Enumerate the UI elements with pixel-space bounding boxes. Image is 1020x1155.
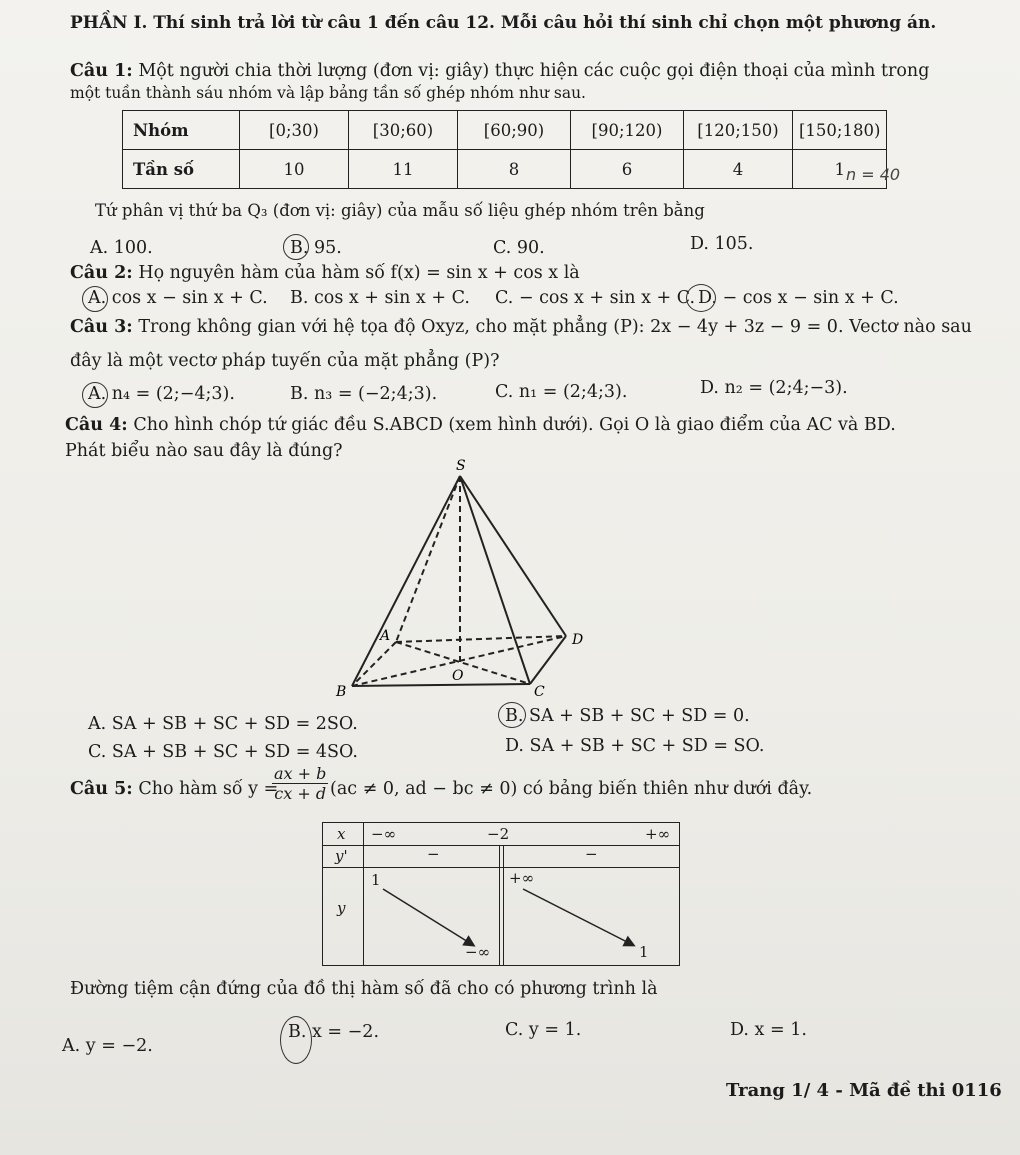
q1-line1: Câu 1: Một người chia thời lượng (đơn vị: giây) thực hiện các cuộc gọi điện thoại của mình trong xyxy=(70,61,930,81)
edge-ab xyxy=(352,642,396,686)
q2-option-a[interactable]: A. cos x − sin x + C. xyxy=(88,288,268,308)
vt-pos-inf: +∞ xyxy=(645,825,671,843)
label-o: O xyxy=(452,668,464,684)
vt-y-label: y xyxy=(337,899,346,917)
q2-option-b[interactable]: B. cos x + sin x + C. xyxy=(290,288,470,308)
q1-option-c[interactable]: C. 90. xyxy=(493,238,545,258)
q4-line1: Câu 4: Cho hình chóp tứ giác đều S.ABCD (xem hình dưới). Gọi O là giao điểm của AC và BD. xyxy=(65,415,896,435)
table-cell: 11 xyxy=(349,150,458,189)
answer-circle-mark xyxy=(283,234,309,260)
q5-fraction xyxy=(272,764,328,803)
q3-option-d[interactable]: D. n₂ = (2;4;−3). xyxy=(700,378,848,398)
answer-circle-mark xyxy=(498,702,526,728)
edge-sd xyxy=(460,476,566,636)
page-footer: Trang 1/ 4 - Mã đề thi 0116 xyxy=(726,1080,1002,1101)
q3-line1: Câu 3: Trong không gian với hệ tọa độ Oxyz, cho mặt phẳng (P): 2x − 4y + 3z − 9 = 0. Vectơ nào sau xyxy=(70,317,972,337)
q4-option-a[interactable]: A. SA + SB + SC + SD = 2SO. xyxy=(88,714,358,734)
vt-sign-minus: − xyxy=(427,845,440,863)
q1-option-d[interactable]: D. 105. xyxy=(690,234,754,254)
fraction-numerator: ax + b xyxy=(274,764,327,783)
vt-y-plus-inf: +∞ xyxy=(509,869,535,887)
q3-option-a[interactable]: A. n₄ = (2;−4;3). xyxy=(88,384,235,404)
q4-option-d[interactable]: D. SA + SB + SC + SD = SO. xyxy=(505,736,765,756)
q4-line2: Phát biểu nào sau đây là đúng? xyxy=(65,441,343,461)
q5-line-cont: (ac ≠ 0, ad − bc ≠ 0) có bảng biến thiên như dưới đây. xyxy=(330,779,813,799)
q1-question: Tứ phân vị thứ ba Q₃ (đơn vị: giây) của mẫu số liệu ghép nhóm trên bằng xyxy=(95,201,705,220)
table-cell: [30;60) xyxy=(349,111,458,150)
table-cell: [150;180) xyxy=(793,111,887,150)
label-a: A xyxy=(380,628,391,644)
answer-circle-mark xyxy=(82,286,108,312)
vt-sign-minus: − xyxy=(585,845,598,863)
vt-x-label: x xyxy=(337,825,346,843)
q1-line2: một tuần thành sáu nhóm và lập bảng tần số ghép nhóm như sau. xyxy=(70,84,586,102)
label-b: B xyxy=(336,684,347,698)
answer-circle-mark xyxy=(280,1016,312,1064)
frequency-table xyxy=(122,110,887,189)
q5-option-d[interactable]: D. x = 1. xyxy=(730,1020,807,1040)
q4-option-b[interactable]: B. SA + SB + SC + SD = 0. xyxy=(505,706,750,726)
table-cell: [0;30) xyxy=(240,111,349,150)
table-cell: [120;150) xyxy=(684,111,793,150)
q2-option-c[interactable]: C. − cos x + sin x + C. xyxy=(495,288,696,308)
pyramid-figure xyxy=(330,458,610,698)
table-cell: [60;90) xyxy=(458,111,571,150)
edge-sb xyxy=(352,476,460,686)
q3-option-b[interactable]: B. n₃ = (−2;4;3). xyxy=(290,384,438,404)
table-cell: 1 xyxy=(793,150,887,189)
table-cell: 6 xyxy=(571,150,684,189)
label-c: C xyxy=(534,684,545,698)
table-header-group: Nhóm xyxy=(123,111,240,150)
answer-circle-mark xyxy=(686,284,716,312)
vt-minus-two: −2 xyxy=(487,825,510,843)
q1-option-a[interactable]: A. 100. xyxy=(90,238,153,258)
vt-y-one-bottom: 1 xyxy=(639,943,649,961)
table-cell: [90;120) xyxy=(571,111,684,150)
table-cell: 10 xyxy=(240,150,349,189)
q4-option-c[interactable]: C. SA + SB + SC + SD = 4SO. xyxy=(88,742,358,762)
vt-yprime-label: y' xyxy=(335,847,348,865)
edge-cd xyxy=(530,636,566,684)
q2-line: Câu 2: Họ nguyên hàm của hàm số f(x) = sin x + cos x là xyxy=(70,263,580,283)
q5-line: Câu 5: Cho hàm số y = xyxy=(70,779,279,799)
fraction-denominator: cx + d xyxy=(274,784,327,803)
q5-question: Đường tiệm cận đứng của đồ thị hàm số đã cho có phương trình là xyxy=(70,979,658,999)
vt-neg-inf: −∞ xyxy=(371,825,397,843)
handwritten-note: n = 40 xyxy=(846,165,901,184)
vt-y-one-top: 1 xyxy=(371,871,381,889)
arrow-decreasing-right xyxy=(523,889,633,945)
arrow-decreasing-left xyxy=(383,889,473,945)
answer-circle-mark xyxy=(82,382,108,408)
table-cell: 8 xyxy=(458,150,571,189)
q3-line2: đây là một vectơ pháp tuyến của mặt phẳng (P)? xyxy=(70,351,500,371)
variation-table xyxy=(322,822,680,966)
edge-sc xyxy=(460,476,530,684)
q5-option-a[interactable]: A. y = −2. xyxy=(62,1036,153,1056)
q1-option-b[interactable]: B. 95. xyxy=(290,238,342,258)
q3-option-c[interactable]: C. n₁ = (2;4;3). xyxy=(495,382,628,402)
q5-option-c[interactable]: C. y = 1. xyxy=(505,1020,582,1040)
label-d: D xyxy=(572,632,584,648)
vt-y-minus-inf: −∞ xyxy=(465,943,491,961)
q2-option-d[interactable]: D. − cos x − sin x + C. xyxy=(698,288,899,308)
table-header-frequency: Tần số xyxy=(123,150,240,189)
table-cell: 4 xyxy=(684,150,793,189)
part-heading: PHẦN I. Thí sinh trả lời từ câu 1 đến câu 12. Mỗi câu hỏi thí sinh chỉ chọn một phương án. xyxy=(70,13,937,33)
edge-bc xyxy=(352,684,530,686)
label-s: S xyxy=(456,458,466,474)
vt-arrows xyxy=(323,823,679,965)
edge-sa xyxy=(396,476,460,642)
q5-option-b[interactable]: B. x = −2. xyxy=(288,1022,380,1042)
